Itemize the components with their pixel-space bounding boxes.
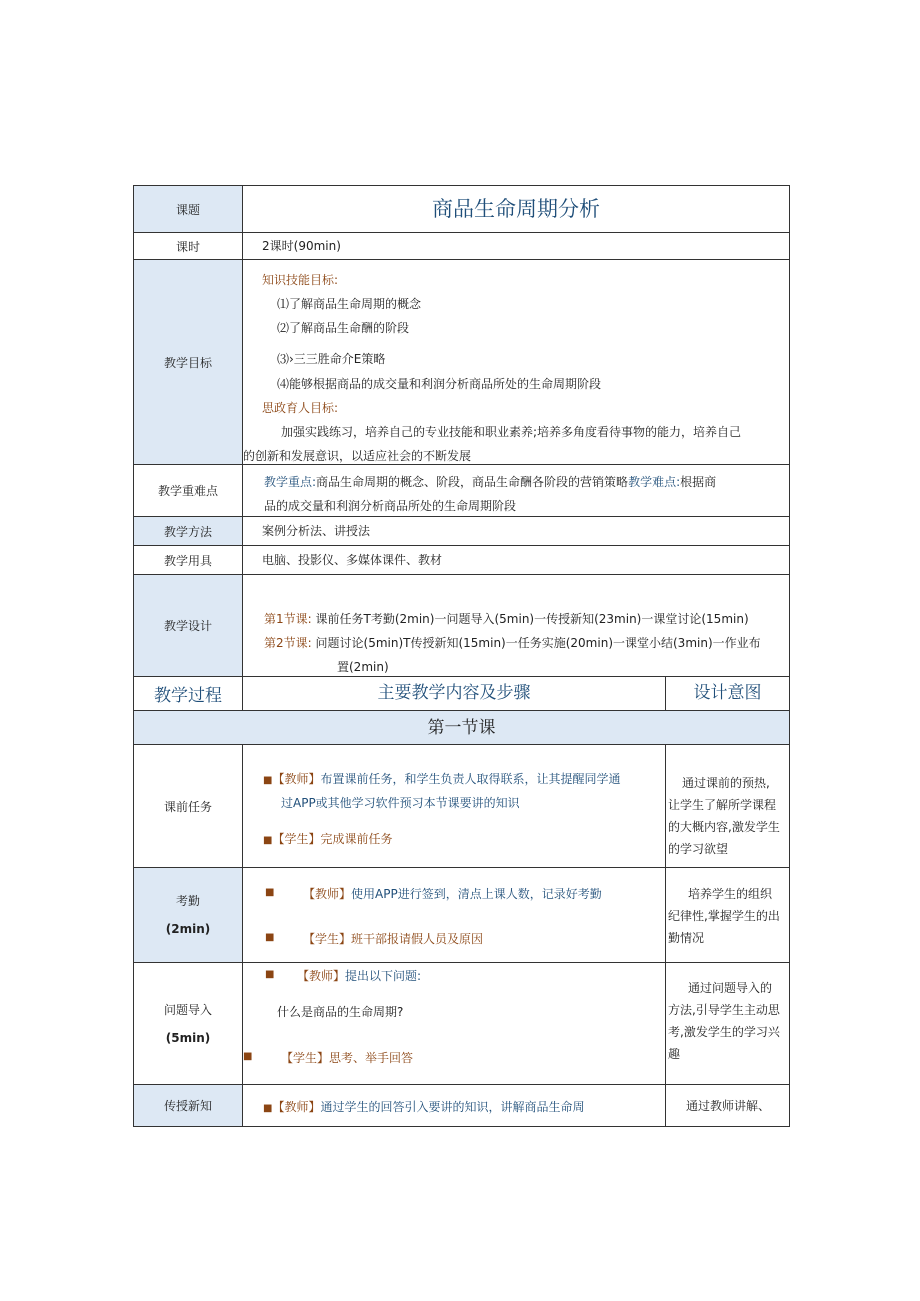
pre-task-row	[133, 745, 790, 868]
lesson-plan-table	[133, 185, 790, 1127]
bullet-icon: ■	[243, 1051, 253, 1062]
session-2-label: 第2节课:	[264, 636, 312, 650]
hours-value: 2课时(90min)	[243, 233, 790, 260]
intent-line: 通过问题导入的	[688, 981, 773, 995]
intro-content	[243, 963, 666, 1085]
methods-row	[133, 517, 790, 546]
intro-row	[133, 963, 790, 1085]
ideology-heading: 思政育人目标:	[262, 401, 339, 415]
teacher-text: 使用APP进行签到，清点上课人数，记录好考勤	[351, 887, 602, 901]
intent-line: 让学生了解所学课程	[668, 798, 777, 812]
objectives-row	[133, 260, 790, 465]
attendance-intent	[666, 868, 790, 963]
process-header-row	[133, 677, 790, 711]
intent-line: 考,激发学生的学习兴	[668, 1025, 780, 1039]
intro-student	[281, 1049, 413, 1066]
design-session-2-cont: 置(2min)	[337, 660, 389, 674]
teach-content	[243, 1085, 666, 1127]
attendance-label: 考勤	[175, 894, 200, 908]
design-label: 教学设计	[134, 575, 243, 677]
bullet-icon: ■	[263, 835, 273, 846]
attendance-content	[243, 868, 666, 963]
student-tag: 【学生】	[303, 932, 352, 946]
key-points-label: 教学重难点	[134, 465, 243, 517]
methods-label: 教学方法	[134, 517, 243, 546]
intent-line: 通过课前的预热,	[682, 776, 770, 790]
intent-line: 通过教师讲解、	[686, 1099, 771, 1113]
design-row	[133, 575, 790, 677]
teacher-tag: 【教师】	[303, 887, 352, 901]
objective-item: ⑴了解商品生命周期的概念	[277, 297, 422, 311]
teach-row	[133, 1085, 790, 1127]
intro-label-cell	[134, 963, 243, 1085]
tools-row	[133, 546, 790, 575]
tools-value: 电脑、投影仪、多媒体课件、教材	[243, 546, 790, 575]
pre-task-teacher-cont: 过APP或其他学习软件预习本节课要讲的知识	[281, 796, 520, 810]
section-1-row	[133, 711, 790, 745]
intro-teacher	[297, 967, 421, 984]
student-text: 完成课前任务	[320, 832, 393, 846]
bullet-icon: ■	[263, 1103, 273, 1114]
pre-task-content	[243, 745, 666, 868]
content-col-header: 主要教学内容及步骤	[243, 677, 666, 711]
pre-task-teacher	[263, 770, 620, 787]
intent-line: 的大概内容,激发学生	[668, 820, 780, 834]
key-points-row	[133, 465, 790, 517]
pre-task-intent	[666, 745, 790, 868]
intro-label: 问题导入	[163, 1002, 212, 1017]
difficult-label: 教学难点:	[628, 475, 681, 489]
ideology-text: 的创新和发展意识，以适应社会的不断发展	[243, 449, 472, 463]
design-session-2	[264, 634, 761, 651]
student-tag: 【学生】	[281, 1051, 330, 1065]
bullet-icon: ■	[265, 887, 275, 898]
pre-task-label: 课前任务	[134, 745, 243, 868]
student-tag: 【学生】	[272, 832, 321, 846]
session-1-text: 课前任务T考勤(2min)一问题导入(5min)一传授新知(23min)一课堂讨论(15min)	[315, 612, 749, 626]
hours-label: 课时	[134, 233, 243, 260]
bullet-icon: ■	[265, 969, 275, 980]
objectives-content	[243, 260, 790, 465]
section-1-title: 第一节课	[134, 711, 790, 745]
methods-value: 案例分析法、讲授法	[243, 517, 790, 546]
teacher-text: 提出以下问题:	[345, 969, 422, 983]
objectives-label: 教学目标	[134, 260, 243, 465]
intent-line: 方法,引导学生主动思	[668, 1003, 780, 1017]
bullet-icon: ■	[263, 775, 273, 786]
session-2-text: 问题讨论(5min)T传授新知(15min)一任务实施(20min)一课堂小结(3min)一作业布	[315, 636, 761, 650]
ideology-text: 加强实践练习，培养自己的专业技能和职业素养;培养多角度看待事物的能力，培养自己	[281, 425, 742, 439]
session-1-label: 第1节课:	[264, 612, 312, 626]
teach-intent	[666, 1085, 790, 1127]
objective-item: ⑵了解商品生命酬的阶段	[277, 321, 410, 335]
teacher-text: 布置课前任务，和学生负责人取得联系，让其提醒同学通	[320, 772, 621, 786]
key-label: 教学重点:	[264, 475, 317, 489]
intent-line: 纪律性,掌握学生的出	[668, 909, 780, 923]
objective-item: ⑶›三三胜命介E策略	[277, 352, 386, 366]
process-col-header: 教学过程	[134, 677, 243, 711]
design-content	[243, 575, 790, 677]
key-points-line2: 品的成交量和利润分析商品所处的生命周期阶段	[264, 499, 517, 513]
intro-duration: (5min)	[165, 1030, 211, 1045]
attendance-student	[303, 930, 483, 947]
objective-item: ⑷能够根据商品的成交量和利润分析商品所处的生命周期阶段	[277, 377, 602, 391]
teach-teacher	[263, 1098, 584, 1115]
hours-row	[133, 233, 790, 260]
intent-line: 培养学生的组织	[688, 887, 773, 901]
topic-row	[133, 185, 790, 233]
teacher-tag: 【教师】	[297, 969, 346, 983]
intent-col-header: 设计意图	[666, 677, 790, 711]
teacher-tag: 【教师】	[272, 1100, 321, 1114]
teacher-tag: 【教师】	[272, 772, 321, 786]
pre-task-student	[263, 830, 392, 847]
student-text: 思考、举手回答	[329, 1051, 414, 1065]
attendance-label-cell	[134, 868, 243, 963]
key-points-content	[243, 465, 790, 517]
attendance-teacher	[303, 885, 602, 902]
key-points-line	[264, 473, 716, 490]
attendance-duration: (2min)	[165, 922, 211, 936]
intro-question: 什么是商品的生命周期?	[277, 1005, 404, 1019]
knowledge-heading: 知识技能目标:	[262, 273, 339, 287]
teach-label: 传授新知	[134, 1085, 243, 1127]
intro-intent	[666, 963, 790, 1085]
topic-title: 商品生命周期分析	[243, 186, 790, 233]
intent-line: 趣	[668, 1047, 681, 1061]
key-text: 商品生命周期的概念、阶段，商品生命酬各阶段的营销策略	[316, 475, 629, 489]
difficult-text: 根据商	[680, 475, 717, 489]
design-session-1	[264, 610, 749, 627]
intent-line: 勤情况	[668, 931, 705, 945]
teacher-text: 通过学生的回答引入要讲的知识，讲解商品生命周	[320, 1100, 585, 1114]
student-text: 班干部报请假人员及原因	[351, 932, 484, 946]
topic-label: 课题	[134, 186, 243, 233]
bullet-icon: ■	[265, 932, 275, 943]
tools-label: 教学用具	[134, 546, 243, 575]
intent-line: 的学习欲望	[668, 842, 729, 856]
attendance-row	[133, 868, 790, 963]
